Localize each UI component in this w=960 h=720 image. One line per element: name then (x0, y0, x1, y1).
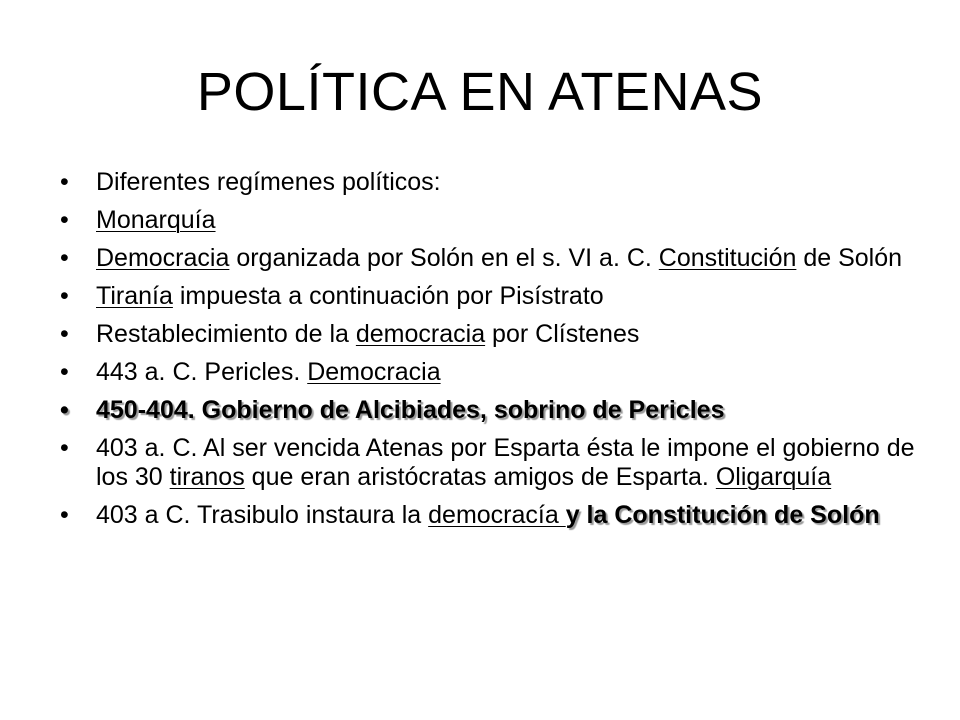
bullet-item (60, 501, 920, 530)
bullet-text: que eran aristócratas amigos de Esparta. (244, 463, 716, 491)
bullet-item (60, 244, 920, 273)
underlined-term: Monarquía (96, 206, 216, 234)
bullet-item (60, 282, 920, 311)
slide-title: POLÍTICA EN ATENAS (196, 62, 764, 122)
bullet-text: impuesta a continuación por Pisístrato (172, 282, 604, 310)
underlined-term: Oligarquía (715, 463, 832, 491)
bullet-icon: • (60, 396, 69, 424)
emphasized-text: y la Constitución de Solón (565, 501, 880, 529)
bullet-list (60, 168, 920, 539)
underlined-term: democracía (428, 501, 566, 529)
bullet-text: Diferentes regímenes políticos: (96, 168, 441, 196)
bullet-item (60, 434, 920, 492)
emphasized-text: 450-404. Gobierno de Alcibiades, sobrino de Pericles (96, 396, 725, 424)
underlined-term: Democracia (96, 244, 230, 272)
bullet-icon: • (60, 282, 69, 310)
underlined-term: democracia (355, 320, 486, 348)
bullet-text: Restablecimiento de la (96, 320, 356, 348)
bullet-text: 403 a C. Trasibulo instaura la (96, 501, 429, 529)
bullet-text: 403 a. C. Al ser vencida Atenas por Esparta ésta le impone el gobierno de los 30 (96, 434, 915, 491)
bullet-text: de Solón (796, 244, 903, 272)
bullet-item (60, 358, 920, 387)
bullet-icon: • (60, 434, 69, 462)
bullet-text: organizada por Solón en el s. VI a. C. (229, 244, 659, 272)
bullet-item (60, 320, 920, 349)
underlined-term: tiranos (169, 463, 245, 491)
bullet-item (60, 206, 920, 235)
bullet-icon: • (60, 501, 69, 529)
bullet-item (60, 168, 920, 197)
bullet-text: por Clístenes (485, 320, 640, 348)
underlined-term: Constitución (658, 244, 797, 272)
bullet-text: 443 a. C. Pericles. (96, 358, 308, 386)
bullet-icon: • (60, 206, 69, 234)
bullet-icon: • (60, 320, 69, 348)
underlined-term: Democracia (307, 358, 441, 386)
bullet-icon: • (60, 168, 69, 196)
underlined-term: Tiranía (96, 282, 173, 310)
bullet-icon: • (60, 244, 69, 272)
bullet-icon: • (60, 358, 69, 386)
bullet-item (60, 396, 920, 425)
